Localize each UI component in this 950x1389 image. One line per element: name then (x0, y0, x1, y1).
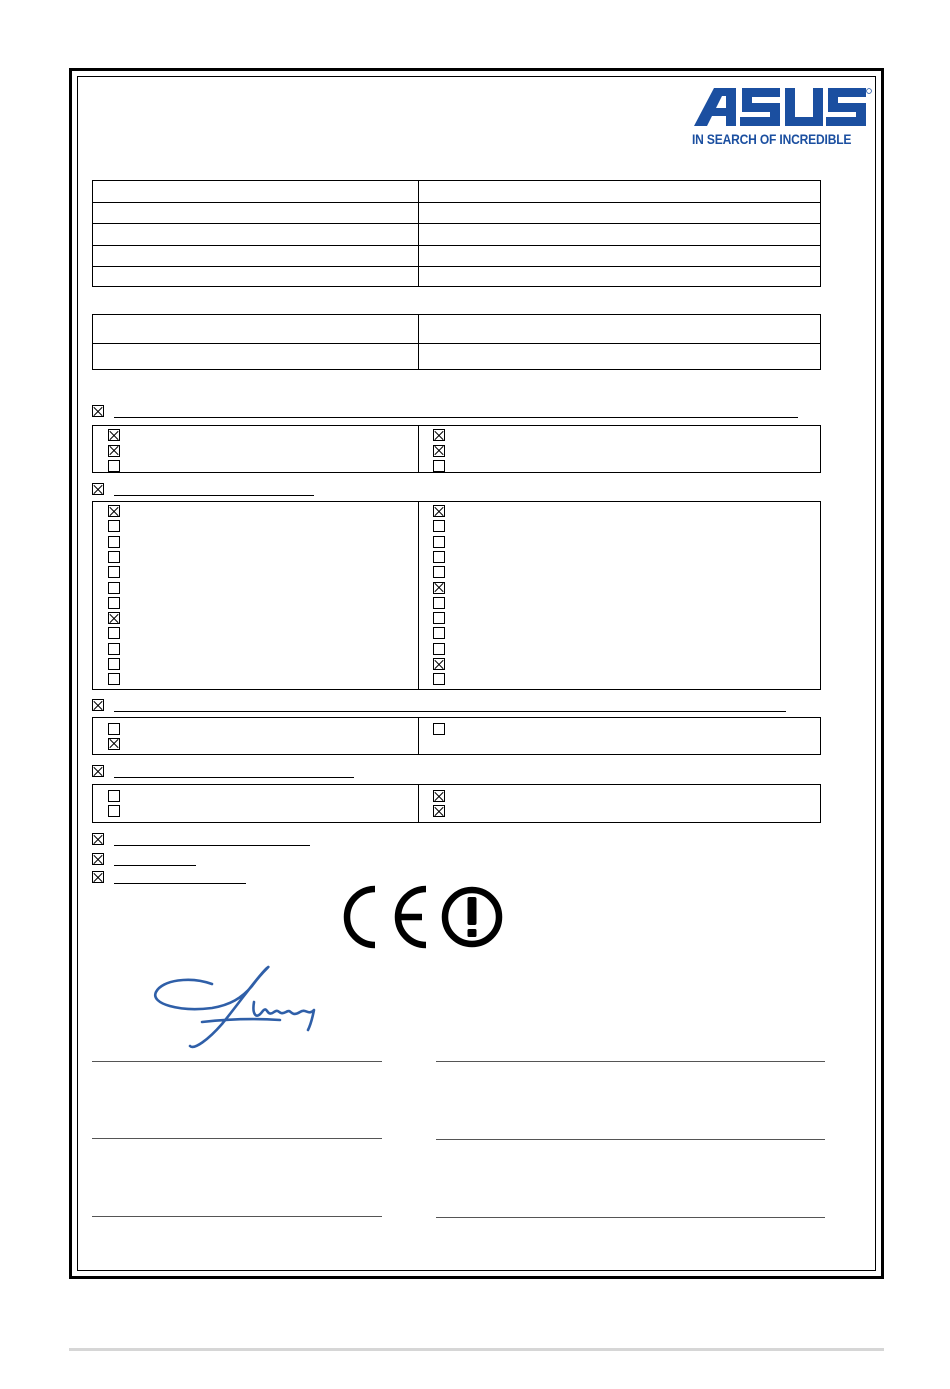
section-2-right-checkbox[interactable] (433, 658, 445, 670)
section-3-box (92, 717, 821, 755)
section-2-left-checkbox[interactable] (108, 627, 120, 639)
section-2-left-checkbox[interactable] (108, 520, 120, 532)
table-row (93, 343, 820, 369)
section-1-checkbox[interactable] (92, 405, 104, 417)
extra-item-2-checkbox[interactable] (92, 853, 104, 865)
section-2-right-checkbox[interactable] (433, 551, 445, 563)
section-1-left-checkbox[interactable] (108, 429, 120, 441)
section-3-checkbox[interactable] (92, 699, 104, 711)
section-2-left-checkbox[interactable] (108, 505, 120, 517)
section-4-box (92, 784, 821, 823)
section-1-left-checkbox[interactable] (108, 460, 120, 472)
ce-mark-icon (347, 889, 426, 945)
section-2-right-checkbox[interactable] (433, 643, 445, 655)
section-2-left-checkbox[interactable] (108, 658, 120, 670)
section-3-right-checkbox[interactable] (433, 723, 445, 735)
product-info-table (92, 180, 821, 287)
table-row (93, 315, 820, 343)
section-3-left-checkbox[interactable] (108, 738, 120, 750)
section-2-box (92, 501, 821, 690)
section-1-right-checkbox[interactable] (433, 460, 445, 472)
section-4-right-checkbox[interactable] (433, 805, 445, 817)
extra-item-3-checkbox[interactable] (92, 871, 104, 883)
section-2-left-checkbox[interactable] (108, 566, 120, 578)
extra-item-2 (92, 853, 196, 867)
section-2-right-checkbox[interactable] (433, 536, 445, 548)
section-2-right-checkbox[interactable] (433, 505, 445, 517)
section-2-right-checkbox[interactable] (433, 597, 445, 609)
table-row (93, 202, 820, 223)
section-1-left-checkbox[interactable] (108, 445, 120, 457)
section-2-left-checkbox[interactable] (108, 582, 120, 594)
section-4-right-checkbox[interactable] (433, 790, 445, 802)
section-3-header (92, 699, 786, 713)
section-2-left-checkbox[interactable] (108, 612, 120, 624)
asus-wordmark-icon (692, 86, 872, 128)
section-4-left-checkbox[interactable] (108, 805, 120, 817)
section-2-right-checkbox[interactable] (433, 627, 445, 639)
section-4-checkbox[interactable] (92, 765, 104, 777)
section-3-left-checkbox[interactable] (108, 723, 120, 735)
section-2-right-checkbox[interactable] (433, 673, 445, 685)
section-2-right-checkbox[interactable] (433, 582, 445, 594)
section-1-header (92, 405, 798, 419)
section-2-left-checkbox[interactable] (108, 551, 120, 563)
table-row (93, 245, 820, 266)
section-2-header (92, 483, 314, 497)
asus-logo (692, 86, 874, 152)
extra-item-3 (92, 871, 246, 885)
table-row (93, 181, 820, 202)
section-1-box (92, 425, 821, 473)
section-2-left-checkbox[interactable] (108, 597, 120, 609)
location-line (92, 1216, 382, 1217)
footer-rule (69, 1348, 884, 1351)
alert-mark-icon (445, 890, 499, 944)
section-2-left-checkbox[interactable] (108, 643, 120, 655)
logo-tagline: IN SEARCH OF INCREDIBLE (692, 131, 852, 147)
section-2-left-checkbox[interactable] (108, 536, 120, 548)
name-line (92, 1138, 382, 1139)
section-4-header (92, 765, 354, 779)
section-2-right-checkbox[interactable] (433, 566, 445, 578)
handwritten-signature (150, 962, 330, 1052)
section-2-left-checkbox[interactable] (108, 673, 120, 685)
section-2-right-checkbox[interactable] (433, 612, 445, 624)
table-row (93, 266, 820, 286)
manufacturer-table (92, 314, 821, 370)
ce-alert-marks (342, 883, 506, 951)
section-2-checkbox[interactable] (92, 483, 104, 495)
section-2-right-checkbox[interactable] (433, 520, 445, 532)
signature-line (92, 1061, 382, 1062)
section-4-left-checkbox[interactable] (108, 790, 120, 802)
extra-item-1 (92, 833, 310, 847)
date-line (436, 1061, 825, 1062)
company-line (436, 1217, 825, 1218)
table-row (93, 223, 820, 245)
position-line (436, 1139, 825, 1140)
section-1-right-checkbox[interactable] (433, 429, 445, 441)
extra-item-1-checkbox[interactable] (92, 833, 104, 845)
section-1-right-checkbox[interactable] (433, 445, 445, 457)
